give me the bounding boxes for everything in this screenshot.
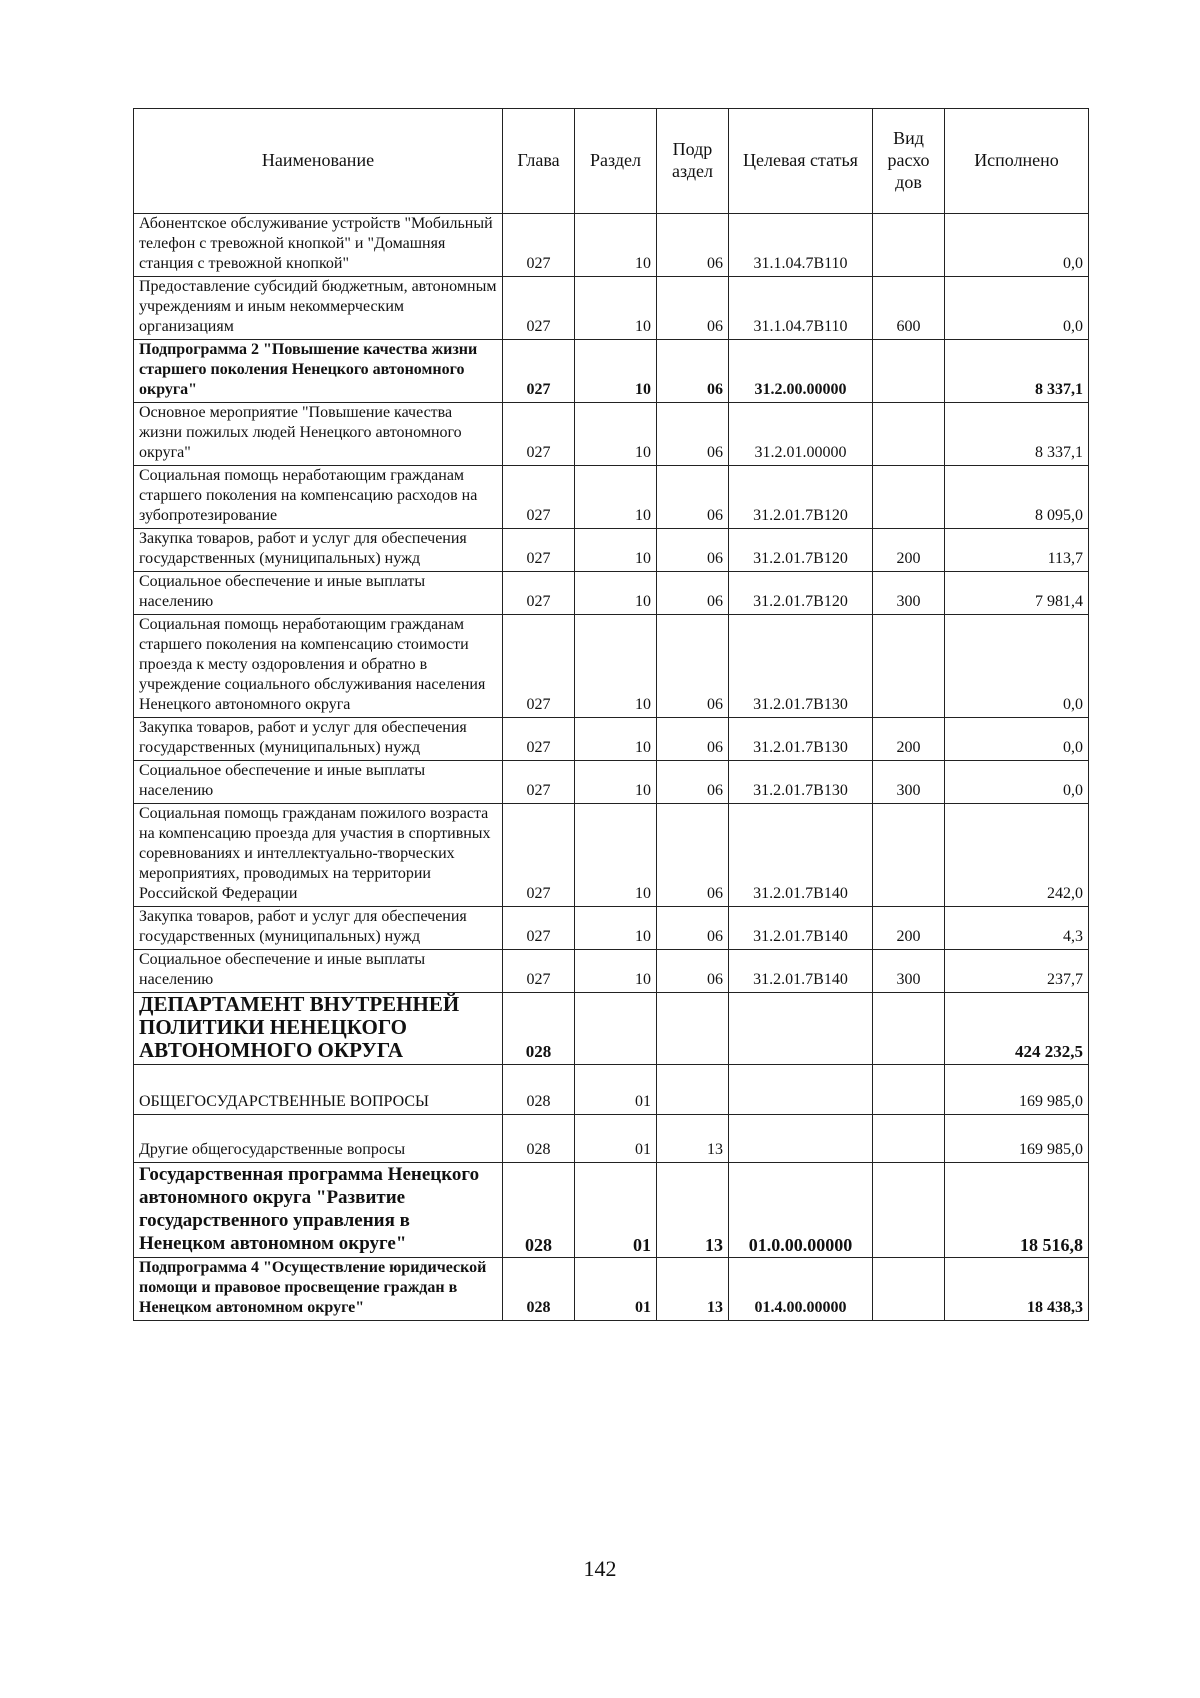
row-executed: 4,3 — [945, 907, 1089, 950]
row-subsection: 06 — [657, 572, 729, 615]
row-section: 10 — [575, 804, 657, 907]
row-chapter: 027 — [503, 277, 575, 340]
row-subsection: 06 — [657, 950, 729, 993]
row-chapter: 027 — [503, 718, 575, 761]
row-subsection: 13 — [657, 1163, 729, 1258]
row-target: 31.2.01.7В130 — [729, 761, 873, 804]
row-target: 31.2.01.00000 — [729, 403, 873, 466]
row-executed: 0,0 — [945, 615, 1089, 718]
table-row — [134, 1115, 1089, 1163]
table-row — [134, 761, 1089, 804]
row-subsection: 06 — [657, 214, 729, 277]
row-name: Социальное обеспечение и иные выплаты населению — [134, 572, 503, 615]
row-executed: 0,0 — [945, 718, 1089, 761]
row-target: 31.2.01.7В140 — [729, 950, 873, 993]
row-target: 31.2.00.00000 — [729, 340, 873, 403]
table-row — [134, 214, 1089, 277]
row-subsection: 13 — [657, 1115, 729, 1163]
row-subsection: 06 — [657, 804, 729, 907]
row-chapter: 027 — [503, 572, 575, 615]
row-target — [729, 993, 873, 1065]
row-name: Социальная помощь неработающим гражданам старшего поколения на компенсацию стоимости проезда к месту оздоровления и обратно в учреждение социального обслуживания населения Ненецкого автономного округа — [134, 615, 503, 718]
row-name: Подпрограмма 2 "Повышение качества жизни старшего поколения Ненецкого автономного округа" — [134, 340, 503, 403]
row-subsection: 13 — [657, 1258, 729, 1321]
row-name: Основное мероприятие "Повышение качества жизни пожилых людей Ненецкого автономного округа" — [134, 403, 503, 466]
table-row — [134, 1065, 1089, 1115]
row-kind — [873, 615, 945, 718]
table-row — [134, 1258, 1089, 1321]
row-executed: 18 438,3 — [945, 1258, 1089, 1321]
row-executed: 18 516,8 — [945, 1163, 1089, 1258]
row-target: 31.2.01.7В120 — [729, 572, 873, 615]
row-executed: 237,7 — [945, 950, 1089, 993]
row-kind — [873, 1258, 945, 1321]
header-subsection: Подр аздел — [657, 109, 729, 214]
row-section: 10 — [575, 907, 657, 950]
row-executed: 0,0 — [945, 214, 1089, 277]
row-section: 01 — [575, 1115, 657, 1163]
row-chapter: 028 — [503, 1258, 575, 1321]
row-executed: 8 337,1 — [945, 403, 1089, 466]
row-name: Социальная помощь неработающим гражданам старшего поколения на компенсацию расходов на зубопротезирование — [134, 466, 503, 529]
table-row-department — [134, 993, 1089, 1065]
row-subsection: 06 — [657, 718, 729, 761]
header-name: Наименование — [134, 109, 503, 214]
row-subsection: 06 — [657, 466, 729, 529]
row-section: 10 — [575, 572, 657, 615]
row-kind — [873, 993, 945, 1065]
row-target: 01.0.00.00000 — [729, 1163, 873, 1258]
row-chapter: 027 — [503, 907, 575, 950]
row-subsection — [657, 993, 729, 1065]
row-subsection: 06 — [657, 761, 729, 804]
row-target: 31.1.04.7В110 — [729, 277, 873, 340]
table-row — [134, 403, 1089, 466]
row-section: 10 — [575, 466, 657, 529]
row-name: Государственная программа Ненецкого автономного округа "Развитие государственного управления в Ненецком автономном округе" — [134, 1163, 503, 1258]
row-kind: 600 — [873, 277, 945, 340]
table-row — [134, 804, 1089, 907]
table-row — [134, 277, 1089, 340]
row-target: 31.1.04.7В110 — [729, 214, 873, 277]
header-section: Раздел — [575, 109, 657, 214]
row-chapter: 027 — [503, 615, 575, 718]
row-target: 01.4.00.00000 — [729, 1258, 873, 1321]
row-subsection: 06 — [657, 340, 729, 403]
table-row — [134, 572, 1089, 615]
row-section: 10 — [575, 403, 657, 466]
table-row — [134, 466, 1089, 529]
row-executed: 0,0 — [945, 761, 1089, 804]
header-executed: Исполнено — [945, 109, 1089, 214]
row-kind: 300 — [873, 572, 945, 615]
row-name: Подпрограмма 4 "Осуществление юридической помощи и правовое просвещение граждан в Ненецком автономном округе" — [134, 1258, 503, 1321]
row-executed: 8 095,0 — [945, 466, 1089, 529]
row-name: Закупка товаров, работ и услуг для обеспечения государственных (муниципальных) нужд — [134, 529, 503, 572]
row-subsection: 06 — [657, 403, 729, 466]
row-chapter: 027 — [503, 804, 575, 907]
row-target: 31.2.01.7В120 — [729, 529, 873, 572]
row-name: Другие общегосударственные вопросы — [134, 1115, 503, 1163]
row-kind — [873, 340, 945, 403]
row-executed: 7 981,4 — [945, 572, 1089, 615]
row-section: 10 — [575, 718, 657, 761]
row-kind: 200 — [873, 718, 945, 761]
row-target: 31.2.01.7В120 — [729, 466, 873, 529]
row-target: 31.2.01.7В140 — [729, 804, 873, 907]
row-subsection: 06 — [657, 907, 729, 950]
header-target-article: Целевая статья — [729, 109, 873, 214]
row-target: 31.2.01.7В130 — [729, 718, 873, 761]
table-row-program — [134, 1163, 1089, 1258]
row-name: ОБЩЕГОСУДАРСТВЕННЫЕ ВОПРОСЫ — [134, 1065, 503, 1115]
row-chapter: 027 — [503, 761, 575, 804]
row-section: 10 — [575, 529, 657, 572]
row-subsection: 06 — [657, 277, 729, 340]
table-header-row — [134, 109, 1089, 214]
row-section: 10 — [575, 761, 657, 804]
table-row — [134, 907, 1089, 950]
row-name: Предоставление субсидий бюджетным, автономным учреждениям и иным некоммерческим организациям — [134, 277, 503, 340]
header-chapter: Глава — [503, 109, 575, 214]
row-section: 10 — [575, 214, 657, 277]
row-chapter: 027 — [503, 529, 575, 572]
row-chapter: 027 — [503, 403, 575, 466]
row-subsection — [657, 1065, 729, 1115]
row-name: Социальная помощь гражданам пожилого возраста на компенсацию проезда для участия в спортивных соревнованиях и интеллектуально-творческих мероприятиях, проводимых на территории Российской Федерации — [134, 804, 503, 907]
row-executed: 113,7 — [945, 529, 1089, 572]
row-section: 10 — [575, 950, 657, 993]
table-row — [134, 340, 1089, 403]
row-executed: 169 985,0 — [945, 1065, 1089, 1115]
row-section: 01 — [575, 1163, 657, 1258]
row-kind — [873, 466, 945, 529]
header-expense-kind: Вид расхо дов — [873, 109, 945, 214]
row-target: 31.2.01.7В140 — [729, 907, 873, 950]
row-kind — [873, 1065, 945, 1115]
row-section: 10 — [575, 340, 657, 403]
row-kind: 300 — [873, 761, 945, 804]
row-name: Абонентское обслуживание устройств "Мобильный телефон с тревожной кнопкой" и "Домашняя станция с тревожной кнопкой" — [134, 214, 503, 277]
row-chapter: 028 — [503, 993, 575, 1065]
row-name: Закупка товаров, работ и услуг для обеспечения государственных (муниципальных) нужд — [134, 907, 503, 950]
row-name: Социальное обеспечение и иные выплаты населению — [134, 761, 503, 804]
row-section: 10 — [575, 277, 657, 340]
row-chapter: 027 — [503, 340, 575, 403]
row-executed: 424 232,5 — [945, 993, 1089, 1065]
row-kind: 200 — [873, 529, 945, 572]
row-name: Социальное обеспечение и иные выплаты населению — [134, 950, 503, 993]
table-row — [134, 529, 1089, 572]
table-row — [134, 950, 1089, 993]
row-chapter: 027 — [503, 950, 575, 993]
row-kind — [873, 804, 945, 907]
row-kind — [873, 403, 945, 466]
row-kind — [873, 1163, 945, 1258]
row-name: Закупка товаров, работ и услуг для обеспечения государственных (муниципальных) нужд — [134, 718, 503, 761]
table-row — [134, 718, 1089, 761]
row-subsection: 06 — [657, 615, 729, 718]
budget-table — [133, 108, 1089, 1321]
row-target — [729, 1065, 873, 1115]
row-executed: 0,0 — [945, 277, 1089, 340]
row-chapter: 028 — [503, 1115, 575, 1163]
row-section: 10 — [575, 615, 657, 718]
row-executed: 169 985,0 — [945, 1115, 1089, 1163]
row-chapter: 027 — [503, 214, 575, 277]
row-chapter: 027 — [503, 466, 575, 529]
row-executed: 8 337,1 — [945, 340, 1089, 403]
row-kind: 200 — [873, 907, 945, 950]
row-target — [729, 1115, 873, 1163]
row-kind — [873, 214, 945, 277]
row-executed: 242,0 — [945, 804, 1089, 907]
row-kind: 300 — [873, 950, 945, 993]
row-subsection: 06 — [657, 529, 729, 572]
table-row — [134, 615, 1089, 718]
row-chapter: 028 — [503, 1065, 575, 1115]
row-kind — [873, 1115, 945, 1163]
row-chapter: 028 — [503, 1163, 575, 1258]
row-target: 31.2.01.7В130 — [729, 615, 873, 718]
row-name: ДЕПАРТАМЕНТ ВНУТРЕННЕЙ ПОЛИТИКИ НЕНЕЦКОГО АВТОНОМНОГО ОКРУГА — [134, 993, 503, 1065]
row-section: 01 — [575, 1065, 657, 1115]
page-number: 142 — [583, 1556, 617, 1581]
row-section — [575, 993, 657, 1065]
row-section: 01 — [575, 1258, 657, 1321]
